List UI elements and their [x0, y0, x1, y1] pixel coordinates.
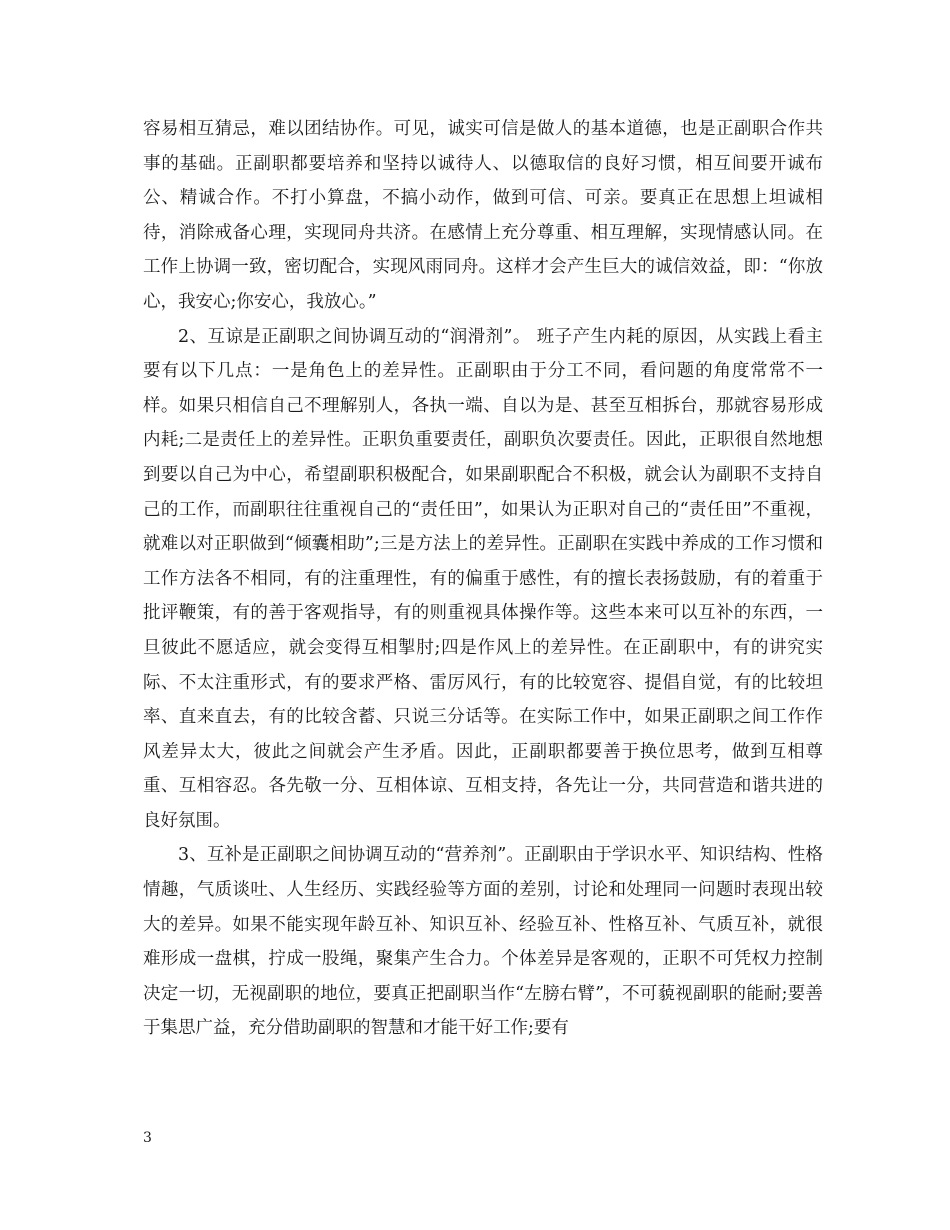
paragraph-continuation: 容易相互猜忌，难以团结协作。可见，诚实可信是做人的基本道德，也是正副职合作共事的基础。正副职都要培养和坚持以诚待人、以德取信的良好习惯，相互间要开诚布公、精诚合作。不打小算盘，不搞小动作，做到可信、可亲。要真正在思想上坦诚相待，消除戒备心理，实现同舟共济。在感情上充分尊重、相互理解，实现情感认同。在工作上协调一致，密切配合，实现风雨同舟。这样才会产生巨大的诚信效益，即：“你放心，我安心;你安心，我放心。”: [143, 119, 823, 312]
body-text: [143, 112, 823, 1046]
paragraph-mutual-complement: 3、互补是正副职之间协调互动的“营养剂”。正副职由于学识水平、知识结构、性格情趣，气质谈吐、人生经历、实践经验等方面的差别，讨论和处理同一问题时表现出较大的差异。如果不能实现年龄互补、知识互补、经验互补、性格互补、气质互补，就很难形成一盘棋，拧成一股绳，聚集产生合力。个体差异是客观的，正职不可凭权力控制决定一切，无视副职的地位，要真正把副职当作“左膀右臂”，不可藐视副职的能耐;要善于集思广益，充分借助副职的智慧和才能干好工作;要有: [143, 845, 823, 1039]
page-number: 3: [143, 1130, 152, 1146]
paragraph-mutual-understanding: 2、互谅是正副职之间协调互动的“润滑剂”。 班子产生内耗的原因，从实践上看主要有以下几点：一是角色上的差异性。正副职由于分工不同，看问题的角度常常不一样。如果只相信自己不理解别人，各执一端、自以为是、甚至互相拆台，那就容易形成内耗;二是责任上的差异性。正职负重要责任，副职负次要责任。因此，正职很自然地想到要以自己为中心，希望副职积极配合，如果副职配合不积极，就会认为副职不支持自己的工作，而副职往往重视自己的“责任田”，如果认为正职对自己的“责任田”不重视，就难以对正职做到“倾囊相助”;三是方法上的差异性。正副职在实践中养成的工作习惯和工作方法各不相同，有的注重理性，有的偏重于感性，有的擅长表扬鼓励，有的着重于批评鞭策，有的善于客观指导，有的则重视具体操作等。这些本来可以互补的东西，一旦彼此不愿适应，就会变得互相掣肘;四是作风上的差异性。在正副职中，有的讲究实际、不太注重形式，有的要求严格、雷厉风行，有的比较宽容、提倡自觉，有的比较坦率、直来直去，有的比较含蓄、只说三分话等。在实际工作中，如果正副职之间工作作风差异太大，彼此之间就会产生矛盾。因此，正副职都要善于换位思考，做到互相尊重、互相容忍。各先敬一分、互相体谅、互相支持，各先让一分，共同营造和谐共进的良好氛围。: [143, 326, 823, 831]
